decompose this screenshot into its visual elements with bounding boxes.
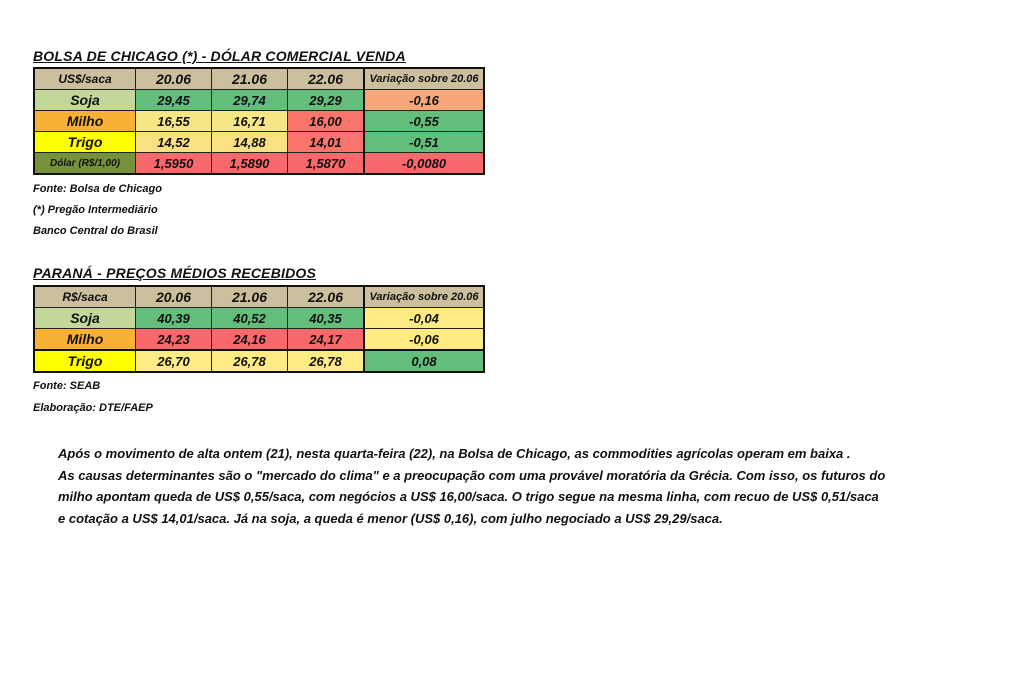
header-variation: Variação sobre 20.06 <box>364 286 484 308</box>
price-cell: 26,78 <box>288 350 365 372</box>
price-cell: 1,5950 <box>136 153 212 175</box>
price-cell: 16,00 <box>288 111 365 132</box>
parana-table-title: PARANÁ - PREÇOS MÉDIOS RECEBIDOS <box>33 265 317 281</box>
price-cell: 40,35 <box>288 308 365 329</box>
credit-note: Elaboração: DTE/FAEP <box>33 402 153 414</box>
variation-cell: 0,08 <box>364 350 484 372</box>
source-note: Fonte: SEAB <box>33 380 101 392</box>
header-unit: R$/saca <box>34 286 136 308</box>
price-cell: 14,52 <box>136 132 212 153</box>
price-cell: 1,5870 <box>288 153 365 175</box>
row-label: Dólar (R$/1,00) <box>34 153 136 175</box>
price-cell: 29,29 <box>288 90 365 111</box>
chicago-price-table <box>33 67 485 175</box>
price-cell: 1,5890 <box>212 153 288 175</box>
variation-cell: -0,16 <box>364 90 484 111</box>
source-note: Banco Central do Brasil <box>33 225 158 237</box>
price-cell: 40,52 <box>212 308 288 329</box>
price-cell: 29,45 <box>136 90 212 111</box>
row-label: Trigo <box>34 132 136 153</box>
table-row <box>34 153 484 175</box>
variation-cell: -0,51 <box>364 132 484 153</box>
market-commentary <box>58 443 978 529</box>
price-cell: 16,71 <box>212 111 288 132</box>
variation-cell: -0,04 <box>364 308 484 329</box>
variation-cell: -0,0080 <box>364 153 484 175</box>
variation-cell: -0,55 <box>364 111 484 132</box>
header-date: 22.06 <box>288 286 365 308</box>
header-date: 21.06 <box>212 68 288 90</box>
header-date: 21.06 <box>212 286 288 308</box>
row-label: Soja <box>34 90 136 111</box>
chicago-table-title: BOLSA DE CHICAGO (*) - DÓLAR COMERCIAL VENDA <box>33 48 406 64</box>
price-cell: 29,74 <box>212 90 288 111</box>
table-row <box>34 350 484 372</box>
commentary-line: e cotação a US$ 14,01/saca. Já na soja, a queda é menor (US$ 0,16), com julho negociado a US$ 29,29/saca. <box>58 510 723 526</box>
table-header-row <box>34 286 484 308</box>
footnote: (*) Pregão Intermediário <box>33 204 158 216</box>
row-label: Trigo <box>34 350 136 372</box>
table-row <box>34 90 484 111</box>
price-cell: 40,39 <box>136 308 212 329</box>
row-label: Soja <box>34 308 136 329</box>
header-date: 20.06 <box>136 68 212 90</box>
header-variation: Variação sobre 20.06 <box>364 68 484 90</box>
price-cell: 24,23 <box>136 329 212 351</box>
header-date: 22.06 <box>288 68 365 90</box>
price-cell: 26,70 <box>136 350 212 372</box>
price-cell: 26,78 <box>212 350 288 372</box>
table-header-row <box>34 68 484 90</box>
header-date: 20.06 <box>136 286 212 308</box>
variation-cell: -0,06 <box>364 329 484 351</box>
row-label: Milho <box>34 111 136 132</box>
price-cell: 16,55 <box>136 111 212 132</box>
price-cell: 24,17 <box>288 329 365 351</box>
table-row <box>34 111 484 132</box>
commentary-line: milho apontam queda de US$ 0,55/saca, com negócios a US$ 16,00/saca. O trigo segue na mesma linha, com recuo de US$ 0,51/saca <box>58 489 879 504</box>
parana-price-table <box>33 285 485 373</box>
commentary-line: As causas determinantes são o "mercado do clima" e a preocupação com uma provável moratória da Grécia. Com isso, os futuros do <box>58 467 886 483</box>
source-note: Fonte: Bolsa de Chicago <box>33 183 162 195</box>
price-cell: 24,16 <box>212 329 288 351</box>
price-cell: 14,01 <box>288 132 365 153</box>
commentary-line: Após o movimento de alta ontem (21), nesta quarta-feira (22), na Bolsa de Chicago, as commodities agrícolas operam em baixa . <box>58 446 851 461</box>
price-cell: 14,88 <box>212 132 288 153</box>
table-row <box>34 329 484 351</box>
table-row <box>34 132 484 153</box>
row-label: Milho <box>34 329 136 351</box>
table-row <box>34 308 484 329</box>
header-unit: US$/saca <box>34 68 136 90</box>
